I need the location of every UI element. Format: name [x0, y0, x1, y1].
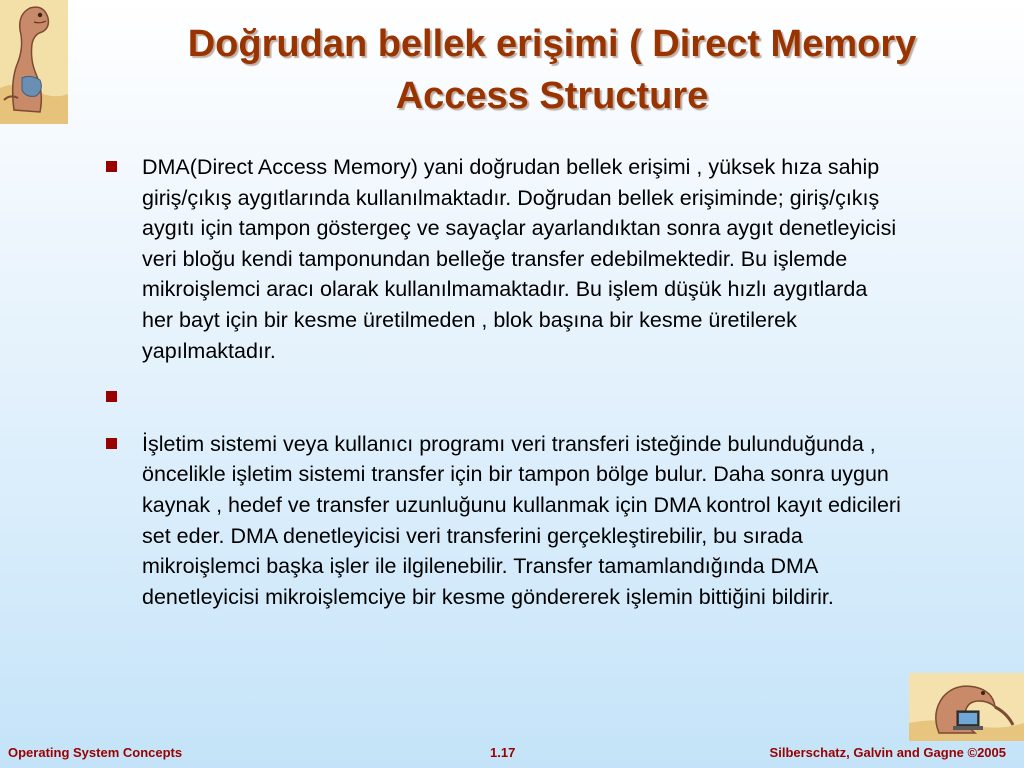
- bullet-list: [104, 152, 904, 628]
- dinosaur-laptop-icon: [909, 673, 1024, 741]
- bullet-text: DMA(Direct Access Memory) yani doğrudan bellek erişimi , yüksek hıza sahip giriş/çıkış aygıtlarında kullanılmaktadır. Doğrudan bellek erişiminde; giriş/çıkış aygıtı için tampon göstergeç ve sayaçlar ayarlandıktan sonra aygıt denetleyicisi veri bloğu kendi tamponundan belleğe transfer edebilmektedir. Bu işlemde mikroişlemci aracı olarak kullanılmamaktadır. Bu işlem düşük hızlı aygıtlarda her bayt için bir kesme üretilmeden , blok başına bir kesme üretilerek yapılmaktadır.: [142, 155, 897, 363]
- footer-slide-number: 1.17: [490, 745, 516, 760]
- bullet-text: İşletim sistemi veya kullanıcı programı veri transferi isteğinde bulunduğunda , öncelikle işletim sistemi transfer için bir tampon bölge bulur. Daha sonra uygun kaynak , hedef ve transfer uzunluğunu kullanmak için DMA kontrol kayıt edicileri set eder. DMA denetleyicisi veri transferini gerçekleştirebilir, bu sırada mikroişlemci başka işler ile ilgilenebilir. Transfer tamamlandığında DMA denetleyicisi mikroişlemciye bir kesme göndererek işlemin bittiğini bildirir.: [142, 431, 901, 609]
- slide-title-line2: Access Structure: [395, 75, 709, 117]
- square-bullet-icon: [106, 161, 117, 172]
- slide-title: [80, 18, 1024, 122]
- bullet-item-empty: [104, 382, 904, 413]
- dinosaur-logo-icon: [0, 0, 68, 124]
- square-bullet-icon: [106, 391, 117, 402]
- slide-title-line1: Doğrudan bellek erişimi ( Direct Memory: [187, 23, 917, 65]
- footer-course-title: Operating System Concepts: [8, 745, 183, 760]
- square-bullet-icon: [106, 438, 117, 449]
- footer-copyright: Silberschatz, Galvin and Gagne ©2005: [769, 745, 1006, 760]
- bullet-item-os-transfer: [104, 429, 904, 613]
- bullet-item-dma: [104, 152, 904, 366]
